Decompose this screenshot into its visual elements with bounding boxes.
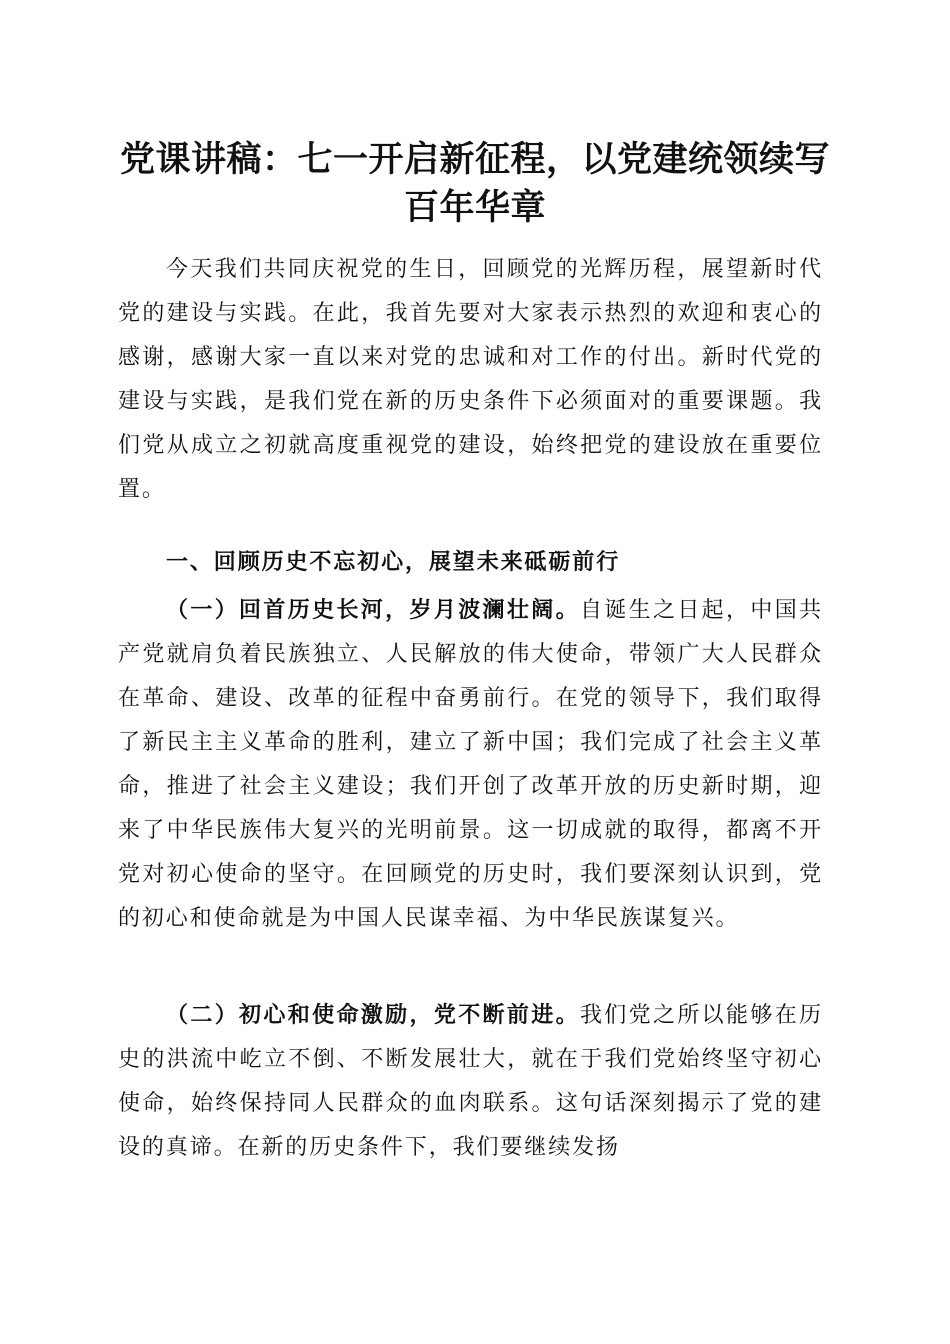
subsection-2-body: 我们党之所以能够在历史的洪流中屹立不倒、不断发展壮大，就在于我们党始终坚守初心使命，始终保持同人民群众的血肉联系。这句话深刻揭示了党的建设的真谛。在新的历史条件下，我们要继续发扬 — [118, 1003, 823, 1160]
document-title-line2: 百年华章 — [403, 188, 546, 228]
subsection-1-paragraph — [118, 588, 823, 941]
section-heading: 一、回顾历史不忘初心，展望未来砥砺前行 — [166, 550, 621, 575]
subsection-1-body: 自诞生之日起，中国共产党就肩负着民族独立、人民解放的伟大使命，带领广大人民群众在革命、建设、改革的征程中奋勇前行。在党的领导下，我们取得了新民主主义革命的胜利，建立了新中国；我们完成了社会主义革命，推进了社会主义建设；我们开创了改革开放的历史新时期，迎来了中华民族伟大复兴的光明前景。这一切成就的取得，都离不开党对初心使命的坚守。在回顾党的历史时，我们要深刻认识到，党的初心和使命就是为中国人民谋幸福、为中华民族谋复兴。 — [118, 598, 823, 931]
subsection-2-paragraph — [118, 993, 823, 1170]
document-title-line1: 党课讲稿：七一开启新征程，以党建统领续写 — [119, 140, 830, 180]
intro-paragraph: 今天我们共同庆祝党的生日，回顾党的光辉历程，展望新时代党的建设与实践。在此，我首先要对大家表示热烈的欢迎和衷心的感谢，感谢大家一直以来对党的忠诚和对工作的付出。新时代党的建设与实践，是我们党在新的历史条件下必须面对的重要课题。我们党从成立之初就高度重视党的建设，始终把党的建设放在重要位置。 — [118, 257, 823, 502]
subsection-2-lead: （二）初心和使命激励，党不断前进。 — [166, 1002, 580, 1028]
subsection-1-lead: （一）回首历史长河，岁月波澜壮阔。 — [166, 597, 580, 623]
